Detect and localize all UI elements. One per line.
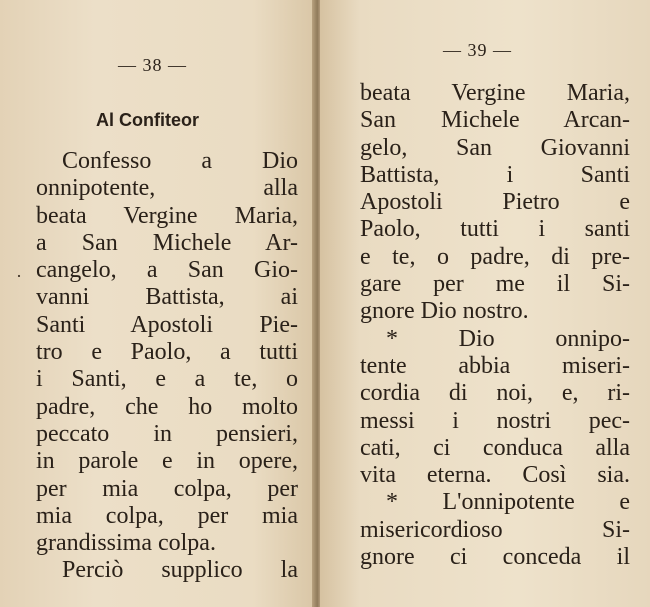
text-line: padre, che ho molto: [36, 393, 298, 420]
text-line: gnore Dio nostro.: [360, 298, 529, 325]
text-line: Santi Apostoli Pie-: [36, 311, 298, 338]
text-line: cordia di noi, e, ri-: [360, 380, 630, 407]
left-page: [0, 0, 316, 607]
text-line: grandissima colpa.: [36, 530, 216, 557]
text-line: * L'onnipotente e: [386, 489, 630, 516]
text-line: e te, o padre, di pre-: [360, 243, 630, 270]
text-line: tente abbia miseri-: [360, 352, 630, 379]
text-line: misericordioso Si-: [360, 516, 630, 543]
prayer-heading: Al Confiteor: [96, 110, 199, 130]
text-line: vita eterna. Così sia.: [360, 462, 630, 489]
text-line: * Dio onnipo-: [386, 325, 630, 352]
text-line: beata Vergine Maria,: [36, 202, 298, 229]
text-line: Paolo, tutti i santi: [360, 216, 630, 243]
text-line: San Michele Arcan-: [360, 107, 630, 134]
text-line: cangelo, a San Gio-: [36, 257, 298, 284]
text-line: Battista, i Santi: [360, 161, 630, 188]
text-line: beata Vergine Maria,: [360, 80, 630, 106]
text-line: peccato in pensieri,: [36, 420, 298, 447]
right-page: [320, 0, 650, 607]
text-line: in parole e in opere,: [36, 448, 298, 475]
left-page-text: [36, 148, 298, 585]
text-line: vanni Battista, ai: [36, 284, 298, 311]
page-number-left: — 38 —: [118, 55, 187, 75]
margin-dot: ·: [16, 266, 22, 286]
text-line: Perciò supplico la: [62, 557, 298, 584]
text-line: a San Michele Ar-: [36, 229, 298, 256]
text-line: gare per me il Si-: [360, 271, 630, 298]
text-line: per mia colpa, per: [36, 475, 298, 502]
text-line: Confesso a Dio: [62, 148, 298, 174]
text-line: gnore ci conceda il: [360, 544, 630, 571]
text-line: tro e Paolo, a tutti: [36, 339, 298, 366]
text-line: cati, ci conduca alla: [360, 434, 630, 461]
text-line: messi i nostri pec-: [360, 407, 630, 434]
right-page-text: [360, 80, 630, 571]
text-line: Apostoli Pietro e: [360, 189, 630, 216]
text-line: onnipotente, alla: [36, 175, 298, 202]
page-number-right: — 39 —: [443, 40, 512, 60]
text-line: i Santi, e a te, o: [36, 366, 298, 393]
text-line: mia colpa, per mia: [36, 502, 298, 529]
text-line: gelo, San Giovanni: [360, 134, 630, 161]
